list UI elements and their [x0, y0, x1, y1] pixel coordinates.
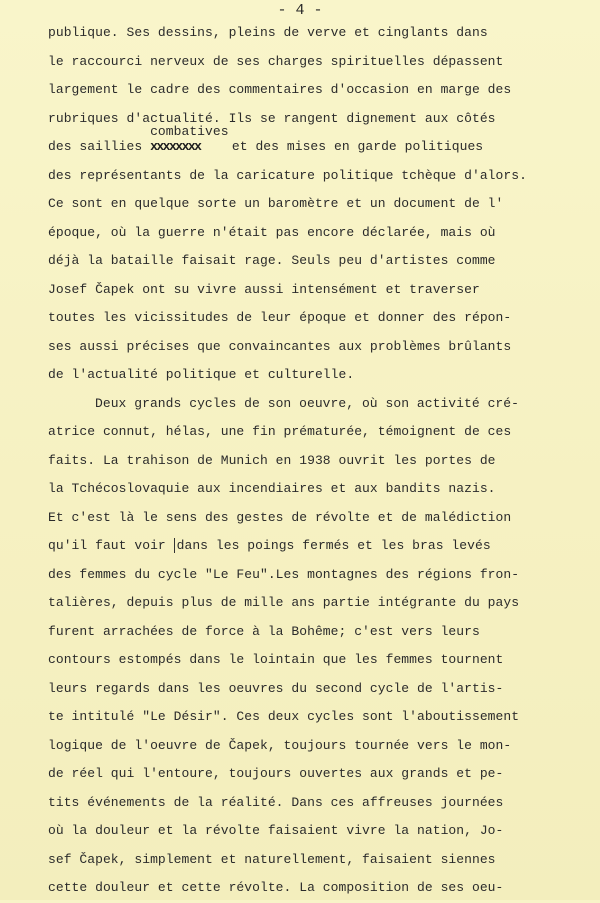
- text-line: Deux grands cycles de son oeuvre, où son activité cré-: [95, 395, 519, 411]
- text-line: des femmes du cycle "Le Feu".Les montagnes des régions fron-: [48, 566, 520, 582]
- text-line: de réel qui l'entoure, toujours ouvertes aux grands et pe-: [48, 766, 504, 781]
- text-line: atrice connut, hélas, une fin prématurée, témoignent de ces: [48, 424, 512, 439]
- line-segment: et des mises en garde politiques: [200, 139, 484, 154]
- body-text: [48, 19, 588, 903]
- text-line: époque, où la guerre n'était pas encore déclarée, mais où: [48, 224, 496, 240]
- text-line: largement le cadre des commentaires d'occasion en marge des: [48, 82, 512, 97]
- text-line: Ce sont en quelque sorte un baromètre et un document de l': [48, 196, 504, 211]
- text-line: faits. La trahison de Munich en 1938 ouvrit les portes de: [48, 452, 496, 468]
- struck-out-word: xxxxxxxx: [150, 139, 201, 154]
- text-line: le raccourci nerveux de ses charges spirituelles dépassent: [48, 53, 504, 69]
- text-line: déjà la bataille faisait rage. Seuls peu d'artistes comme: [48, 253, 496, 268]
- line-segment: des saillies: [48, 139, 151, 154]
- inserted-correction: combatives: [150, 124, 229, 139]
- bracketed-word: dans: [174, 538, 208, 553]
- text-line: contours estompés dans le lointain que les femmes tournent: [48, 652, 504, 667]
- text-line: leurs regards dans les oeuvres du second cycle de l'artis-: [48, 680, 504, 696]
- line-segment: qu'il faut voir: [48, 538, 174, 553]
- text-line: des représentants de la caricature politique tchèque d'alors.: [48, 167, 527, 183]
- text-line: où la douleur et la révolte faisaient vivre la nation, Jo-: [48, 823, 504, 838]
- text-line: logique de l'oeuvre de Čapek, toujours tournée vers le mon-: [48, 737, 512, 753]
- text-line: rubriques d'actualité. Ils se rangent dignement aux côtés: [48, 110, 496, 126]
- text-line: tits événements de la réalité. Dans ces affreuses journées: [48, 794, 504, 810]
- text-line: de l'actualité politique et culturelle.: [48, 367, 355, 382]
- text-line: cette douleur et cette révolte. La composition de ses oeu-: [48, 880, 504, 895]
- struck-word-group: [150, 124, 229, 154]
- text-line: la Tchécoslovaquie aux incendiaires et aux bandits nazis.: [48, 481, 496, 496]
- text-line: [48, 532, 588, 561]
- text-line: furent arrachées de force à la Bohême; c'est vers leurs: [48, 623, 480, 639]
- text-line: Et c'est là le sens des gestes de révolte et de malédiction: [48, 509, 512, 525]
- text-line: sef Čapek, simplement et naturellement, faisaient siennes: [48, 851, 496, 867]
- text-line: ses aussi précises que convaincantes aux problèmes brûlants: [48, 338, 512, 354]
- page-number: - 4 -: [277, 2, 323, 19]
- text-line: talières, depuis plus de mille ans partie intégrante du pays: [48, 595, 520, 610]
- text-line: toutes les vicissitudes de leur époque et donner des répon-: [48, 310, 512, 325]
- text-line: publique. Ses dessins, pleins de verve et cinglants dans: [48, 25, 488, 40]
- text-line: [48, 124, 588, 162]
- line-segment: les poings fermés et les bras levés: [208, 538, 491, 553]
- text-line: Josef Čapek ont su vivre aussi intensément et traverser: [48, 281, 480, 297]
- text-line: te intitulé "Le Désir". Ces deux cycles sont l'aboutissement: [48, 709, 520, 724]
